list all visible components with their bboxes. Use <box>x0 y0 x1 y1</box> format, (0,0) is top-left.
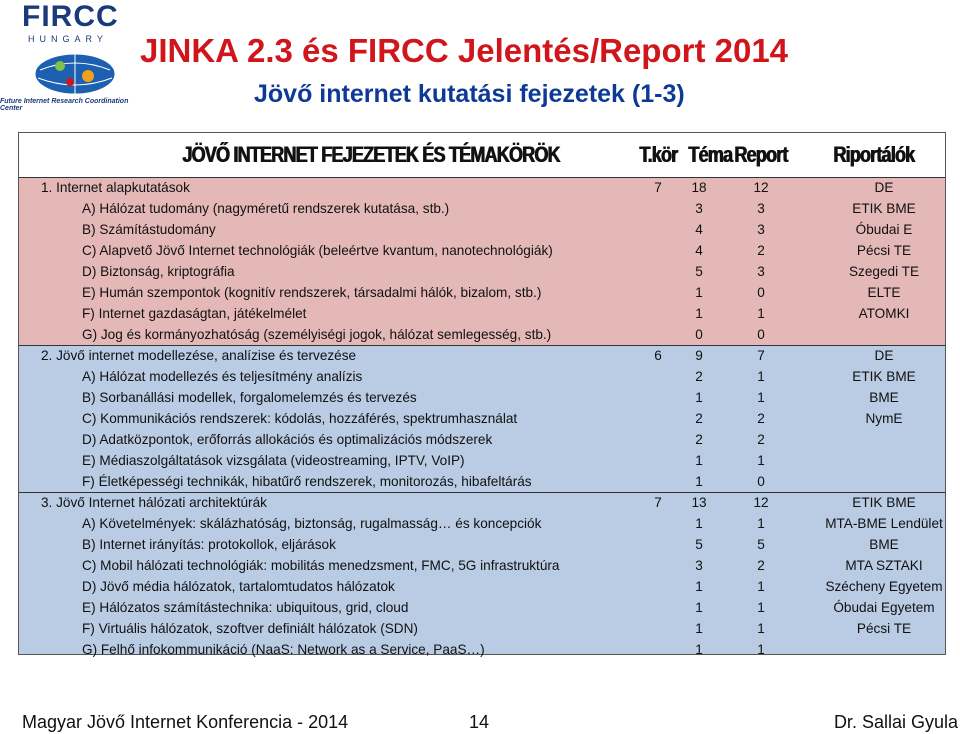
row-report: 7 <box>757 348 765 363</box>
row-label: A) Hálózat tudomány (nagyméretű rendszerek kutatása, stb.) <box>82 201 450 216</box>
row-report: 1 <box>757 621 765 636</box>
table-row <box>19 450 945 471</box>
row-report: 2 <box>757 243 765 258</box>
row-label: G) Jog és kormányozhatóság (személyiségi jogok, hálózat semlegesség, stb.) <box>82 327 552 342</box>
table-row <box>19 219 945 240</box>
row-label: D) Adatközpontok, erőforrás allokációs és optimalizációs módszerek <box>82 432 493 447</box>
row-tema: 1 <box>695 390 703 405</box>
row-label: E) Médiaszolgáltatások vizsgálata (videostreaming, IPTV, VoIP) <box>82 453 465 468</box>
table-row <box>19 198 945 219</box>
row-label: D) Biztonság, kriptográfia <box>82 264 235 279</box>
row-riportalok: ATOMKI <box>858 306 910 321</box>
row-report: 2 <box>757 558 765 573</box>
table-row <box>19 513 945 534</box>
row-label: A) Hálózat modellezés és teljesítmény analízis <box>82 369 363 384</box>
row-label: G) Felhő infokommunikáció (NaaS: Network as a Service, PaaS…) <box>82 642 485 657</box>
row-report: 2 <box>757 411 765 426</box>
table-row <box>19 639 945 660</box>
table-row <box>19 240 945 261</box>
row-riportalok: Pécsi TE <box>856 621 912 636</box>
row-label: F) Virtuális hálózatok, szoftver definiált hálózatok (SDN) <box>82 621 418 636</box>
row-label: C) Alapvető Jövő Internet technológiák (beleértve kvantum, nanotechnológiák) <box>82 243 553 258</box>
table-row <box>19 471 945 492</box>
table-row <box>19 303 945 324</box>
logo-caption: Future Internet Research Coordination Center <box>0 98 129 112</box>
row-tema: 0 <box>695 327 703 342</box>
row-report: 2 <box>757 432 765 447</box>
row-tema: 1 <box>695 453 703 468</box>
row-tema: 2 <box>695 411 703 426</box>
row-tkor: 6 <box>654 348 662 363</box>
row-label: C) Mobil hálózati technológiák: mobilitás menedzsment, FMC, 5G infrastruktúra <box>82 558 560 573</box>
section-heading-row <box>19 177 945 198</box>
row-label: 3. Jövő Internet hálózati architektúrák <box>41 495 267 510</box>
table-row <box>19 282 945 303</box>
table-row <box>19 618 945 639</box>
row-tema: 2 <box>695 432 703 447</box>
row-riportalok: MTA SZTAKI <box>845 558 923 573</box>
row-riportalok: DE <box>874 348 894 363</box>
section-heading-row <box>19 345 945 366</box>
row-riportalok: MTA-BME Lendület <box>825 516 943 531</box>
section-heading-row <box>19 492 945 513</box>
row-report: 1 <box>757 453 765 468</box>
row-riportalok: ELTE <box>867 285 901 300</box>
header-riportalok: Riportálók <box>833 142 915 167</box>
row-riportalok: ETIK BME <box>852 201 916 216</box>
row-label: E) Hálózatos számítástechnika: ubiquitous, grid, cloud <box>82 600 409 615</box>
row-tema: 1 <box>695 579 703 594</box>
row-tema: 1 <box>695 621 703 636</box>
row-tema: 1 <box>695 642 703 657</box>
row-riportalok: Óbudai E <box>855 222 913 237</box>
row-riportalok: DE <box>874 180 894 195</box>
header-tema: Téma <box>688 142 732 167</box>
globe-icon <box>30 46 120 96</box>
row-report: 3 <box>757 201 765 216</box>
row-report: 1 <box>757 642 765 657</box>
row-report: 1 <box>757 579 765 594</box>
chapters-table <box>18 132 946 655</box>
row-tema: 5 <box>695 264 703 279</box>
footer-conference: Magyar Jövő Internet Konferencia - 2014 <box>22 712 349 732</box>
row-tema: 5 <box>695 537 703 552</box>
row-tema: 18 <box>691 180 707 195</box>
row-riportalok: ETIK BME <box>852 369 916 384</box>
page-title: JINKA 2.3 és FIRCC Jelentés/Report 2014 <box>140 32 789 69</box>
row-riportalok: BME <box>869 537 899 552</box>
fircc-logo <box>0 0 150 112</box>
table-row <box>19 366 945 387</box>
row-tema: 4 <box>695 222 703 237</box>
row-report: 1 <box>757 306 765 321</box>
table-row <box>19 597 945 618</box>
row-tema: 4 <box>695 243 703 258</box>
row-label: D) Jövő média hálózatok, tartalomtudatos hálózatok <box>82 579 395 594</box>
row-label: 2. Jövő internet modellezése, analízise és tervezése <box>41 348 357 363</box>
footer-author: Dr. Sallai Gyula <box>833 712 958 732</box>
header-tkor: T.kör <box>639 142 678 167</box>
row-tema: 9 <box>695 348 703 363</box>
row-tema: 13 <box>691 495 707 510</box>
row-riportalok: Óbudai Egyetem <box>833 600 935 615</box>
row-report: 0 <box>757 474 765 489</box>
table-row <box>19 408 945 429</box>
row-report: 1 <box>757 516 765 531</box>
footer-page-number: 14 <box>469 712 490 732</box>
header-report: Report <box>734 142 788 167</box>
row-report: 1 <box>757 390 765 405</box>
row-label: E) Humán szempontok (kognitív rendszerek, társadalmi hálók, bizalom, stb.) <box>82 285 542 300</box>
row-label: F) Internet gazdaságtan, játékelmélet <box>82 306 307 321</box>
row-label: F) Életképességi technikák, hibatűrő rendszerek, monitorozás, hibafeltárás <box>82 474 532 489</box>
table-row <box>19 429 945 450</box>
row-tkor: 7 <box>654 180 662 195</box>
row-tema: 3 <box>695 201 703 216</box>
table-row <box>19 324 945 345</box>
row-tema: 1 <box>695 474 703 489</box>
row-report: 0 <box>757 285 765 300</box>
row-tema: 1 <box>695 600 703 615</box>
row-label: A) Követelmények: skálázhatóság, biztonság, rugalmasság… és koncepciók <box>82 516 542 531</box>
row-label: B) Internet irányítás: protokollok, eljárások <box>82 537 336 552</box>
row-riportalok: ETIK BME <box>852 495 916 510</box>
row-label: 1. Internet alapkutatások <box>41 180 190 195</box>
logo-name: FIRCC <box>22 0 119 33</box>
row-tema: 1 <box>695 285 703 300</box>
row-label: C) Kommunikációs rendszerek: kódolás, hozzáférés, spektrumhasználat <box>82 411 518 426</box>
row-label: B) Számítástudomány <box>82 222 216 237</box>
page-subtitle: Jövő internet kutatási fejezetek (1-3) <box>254 80 685 108</box>
row-report: 1 <box>757 369 765 384</box>
row-report: 0 <box>757 327 765 342</box>
row-riportalok: Szécheny Egyetem <box>825 579 943 594</box>
row-riportalok: BME <box>869 390 899 405</box>
row-riportalok: Pécsi TE <box>856 243 912 258</box>
row-tkor: 7 <box>654 495 662 510</box>
row-report: 5 <box>757 537 765 552</box>
table-row <box>19 387 945 408</box>
table-row <box>19 261 945 282</box>
row-report: 1 <box>757 600 765 615</box>
row-report: 3 <box>757 222 765 237</box>
table-row <box>19 576 945 597</box>
table-row <box>19 534 945 555</box>
row-tema: 3 <box>695 558 703 573</box>
row-label: B) Sorbanállási modellek, forgalomelemzés és tervezés <box>82 390 417 405</box>
row-tema: 1 <box>695 516 703 531</box>
row-riportalok: Szegedi TE <box>848 264 920 279</box>
row-report: 12 <box>753 180 769 195</box>
row-report: 3 <box>757 264 765 279</box>
row-report: 12 <box>753 495 769 510</box>
logo-sub: HUNGARY <box>28 34 108 44</box>
row-tema: 1 <box>695 306 703 321</box>
row-tema: 2 <box>695 369 703 384</box>
row-riportalok: NymE <box>865 411 903 426</box>
table-row <box>19 555 945 576</box>
header-topics: JÖVŐ INTERNET FEJEZETEK ÉS TÉMAKÖRÖK <box>182 142 560 167</box>
